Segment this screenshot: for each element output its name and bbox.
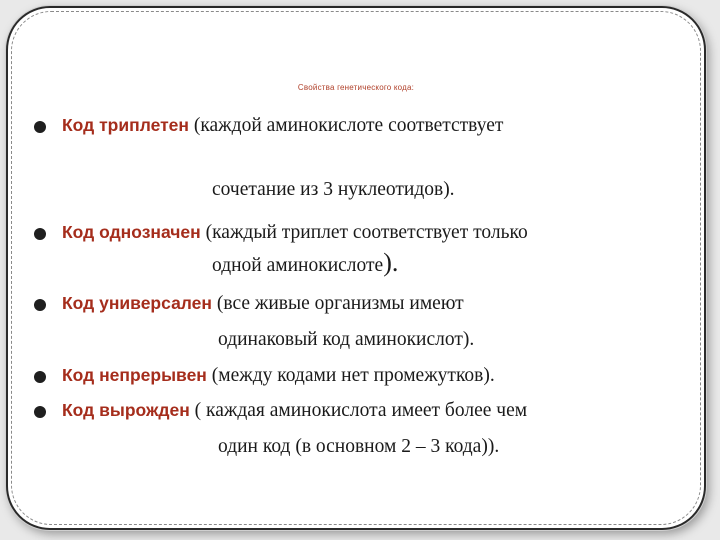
item-continuation: сочетание из 3 нуклеотидов). (212, 179, 455, 200)
list-item (34, 222, 528, 277)
item-continuation-tail: ). (383, 248, 399, 277)
item-term: Код однозначен (62, 222, 201, 242)
item-continuation: один код (в основном 2 – 3 кода)). (218, 436, 500, 457)
slide-title: Свойства генетического кода: (297, 83, 415, 92)
bullet-icon (34, 406, 46, 418)
item-term: Код универсален (62, 293, 212, 313)
bullet-icon (34, 299, 46, 311)
item-term: Код вырожден (62, 400, 190, 420)
list-item (34, 400, 528, 457)
item-description: ( каждая аминокислота имеет более чем (189, 400, 528, 421)
bullet-icon (34, 228, 46, 240)
list-item (34, 293, 475, 350)
list-item (34, 366, 495, 386)
item-description: (каждый триплет соответствует только (200, 222, 528, 243)
bullet-icon (34, 371, 46, 383)
item-description: (каждой аминокислоте соответствует (188, 115, 504, 136)
item-continuation: одной аминокислоте (212, 255, 384, 276)
item-continuation-line (212, 250, 398, 276)
bullet-icon (34, 121, 46, 133)
item-description: (между кодами нет промежутков). (206, 365, 495, 386)
item-description: (все живые организмы имеют (212, 293, 464, 314)
item-term: Код непрерывен (62, 365, 207, 385)
item-term: Код триплетен (62, 115, 189, 135)
item-continuation: одинаковый код аминокислот). (218, 329, 475, 350)
list-item (34, 115, 504, 200)
